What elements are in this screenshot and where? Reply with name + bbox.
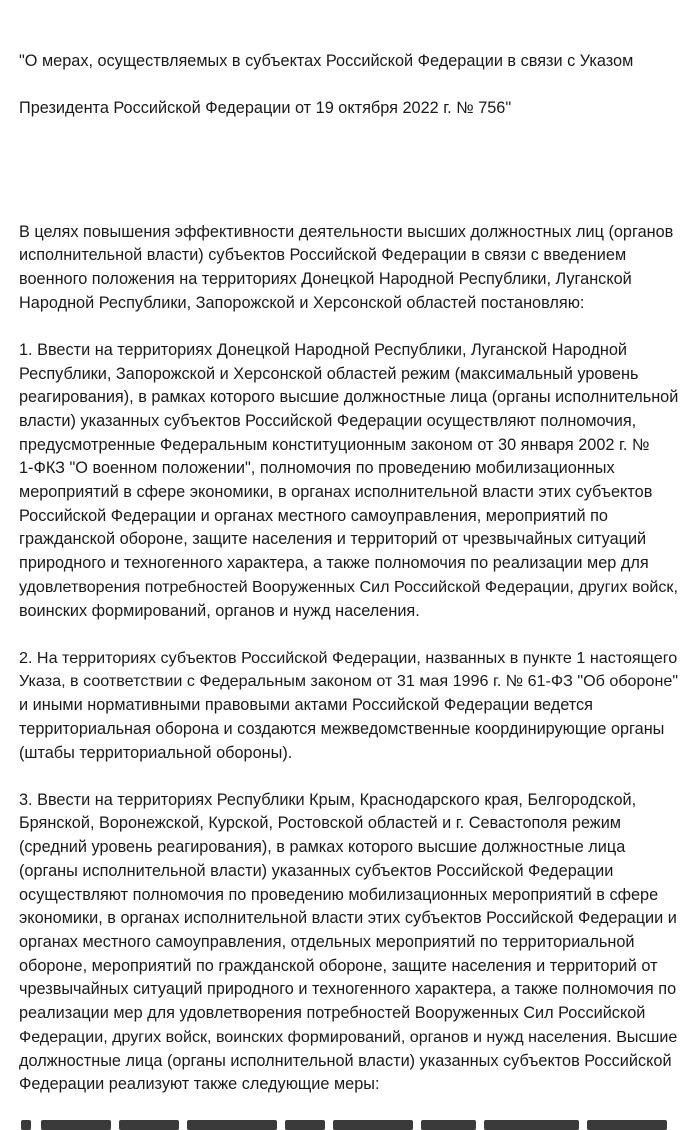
text-line: Брянской, Воронежской, Курской, Ростовской областей и г. Севастополя режим (19, 814, 621, 833)
text-line: Российской Федерации и органах местного самоуправления, мероприятий по (19, 506, 608, 525)
text-line: удовлетворения потребностей Вооруженных Сил Российской Федерации, других войск, (19, 577, 678, 596)
text-line: и иными нормативными правовыми актами Российской Федерации ведется (19, 696, 594, 715)
text-line: территориальная оборона и создаются межведомственные координирующие органы (19, 719, 665, 738)
document-title (19, 26, 681, 145)
paragraph-item-1 (19, 339, 681, 623)
cropped-text-line (19, 1120, 681, 1130)
document-body (19, 26, 681, 1130)
paragraph-item-2 (19, 647, 681, 766)
text-line: (органы исполнительной власти) указанных субъектов Российской Федерации (19, 861, 614, 880)
text-line: органах местного самоуправления, отдельных мероприятий по территориальной (19, 933, 635, 951)
text-line: 1. Ввести на территориях Донецкой Народной Республики, Луганской Народной (19, 340, 627, 359)
text-line: чрезвычайных ситуаций природного и техногенного характера, а также полномочия по (19, 980, 677, 999)
text-line: В целях повышения эффективности деятельности высших должностных лиц (органов (19, 222, 674, 241)
text-line: (средний уровень реагирования), в рамках которого высшие должностные лица (19, 838, 626, 857)
text-line: власти) указанных субъектов Российской Федерации осуществляют полномочия, (19, 411, 637, 430)
text-line: мероприятий в сфере экономики, в органах исполнительной власти этих субъектов (19, 483, 653, 502)
text-line: осуществляют полномочия по проведению мобилизационных мероприятий в сфере (19, 885, 659, 904)
paragraph-preamble (19, 221, 681, 316)
text-line: воинских формирований, органов и нужд населения. (19, 601, 420, 620)
title-line: Президента Российской Федерации от 19 октября 2022 г. № 756" (19, 99, 512, 118)
paragraph-item-3 (19, 789, 681, 1097)
text-line: гражданской обороне, защите населения и территорий от чрезвычайных ситуаций (19, 530, 647, 549)
title-line: "О мерах, осуществляемых в субъектах Российской Федерации в связи с Указом (19, 51, 634, 70)
text-line: военного положения на территориях Донецкой Народной Республики, Луганской (19, 269, 632, 288)
text-line: (штабы территориальной обороны). (19, 743, 293, 762)
text-line: экономики, в органах исполнительной власти этих субъектов Российской Федерации и (19, 909, 677, 928)
text-line: предусмотренные Федеральным конституционным законом от 30 января 2002 г. № (19, 435, 650, 454)
text-line: Республики, Запорожской и Херсонской областей режим (максимальный уровень (19, 364, 639, 383)
text-line: 1-ФКЗ "О военном положении", полномочия по проведению мобилизационных (19, 459, 615, 478)
text-line: природного и техногенного характера, а также полномочия по реализации мер для (19, 554, 649, 573)
text-line: Народной Республики, Запорожской и Херсонской областей постановляю: (19, 293, 585, 312)
text-line: 3. Ввести на территориях Республики Крым, Краснодарского края, Белгородской, (19, 790, 637, 809)
text-line: исполнительной власти) субъектов Российской Федерации в связи с введением (19, 246, 627, 265)
text-line: Указа, в соответствии с Федеральным законом от 31 мая 1996 г. № 61-ФЗ "Об обороне" (19, 672, 679, 691)
text-line: должностные лица (органы исполнительной власти) указанных субъектов Российской (19, 1051, 672, 1070)
text-line: 2. На территориях субъектов Российской Федерации, названных в пункте 1 настоящего (19, 648, 678, 667)
text-line: реагирования), в рамках которого высшие должностные лица (органы исполнительной (19, 388, 679, 407)
text-line: обороне, мероприятий по гражданской обороне, защите населения и территорий от (19, 956, 658, 975)
text-line: реализации мер для удовлетворения потребностей Вооруженных Сил Российской (19, 1004, 646, 1023)
text-line: Федерации реализуют также следующие меры: (19, 1075, 380, 1094)
text-line: Федерации, других войск, воинских формирований, органов и нужд населения. Высшие (19, 1027, 678, 1046)
